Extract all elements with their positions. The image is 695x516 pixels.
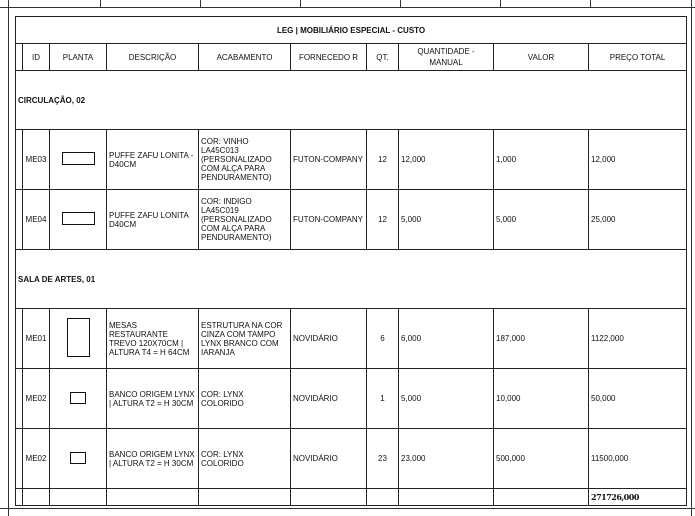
cell-quantidade[interactable]: 6,000 [399, 309, 494, 369]
grid-line [300, 0, 301, 8]
row-spacer [16, 429, 23, 489]
total-empty-cell[interactable] [399, 489, 494, 506]
total-empty-cell[interactable] [494, 489, 589, 506]
cell-preco[interactable]: 11500,000 [589, 429, 687, 489]
cell-acabamento[interactable]: COR: INDIGO LA45C019 (PERSONALIZADO COM ALÇA PARA PENDURAMENTO) [199, 190, 291, 250]
grid-line [8, 0, 9, 516]
cell-id[interactable]: ME01 [23, 309, 50, 369]
cell-planta[interactable] [50, 190, 107, 250]
cell-planta[interactable] [50, 369, 107, 429]
row-spacer [16, 130, 23, 190]
cell-preco[interactable]: 50,000 [589, 369, 687, 429]
table-row [16, 130, 687, 190]
cell-descricao[interactable]: MESAS RESTAURANTE TREVO 120X70CM | ALTURA T4 = H 64CM [107, 309, 199, 369]
header-fornecedor[interactable]: FORNECEDO R [291, 44, 367, 71]
header-preco[interactable]: PREÇO TOTAL [589, 44, 687, 71]
section-row [16, 71, 687, 130]
total-spacer [16, 489, 23, 506]
section-title[interactable]: SALA DE ARTES, 01 [16, 250, 687, 309]
grid-line [400, 0, 401, 8]
total-empty-cell[interactable] [107, 489, 199, 506]
cell-valor[interactable]: 500,000 [494, 429, 589, 489]
table-row [16, 429, 687, 489]
plan-symbol-icon [70, 452, 86, 464]
cell-id[interactable]: ME04 [23, 190, 50, 250]
cell-planta[interactable] [50, 429, 107, 489]
cell-valor[interactable]: 10,000 [494, 369, 589, 429]
section-row [16, 250, 687, 309]
header-row [16, 44, 687, 71]
header-quantidade[interactable]: QUANTIDADE - MANUAL [399, 44, 494, 71]
cell-preco[interactable]: 1122,000 [589, 309, 687, 369]
cell-qt[interactable]: 23 [367, 429, 399, 489]
cell-valor[interactable]: 5,000 [494, 190, 589, 250]
header-id[interactable]: ID [23, 44, 50, 71]
cell-acabamento[interactable]: COR: LYNX COLORIDO [199, 369, 291, 429]
row-spacer [16, 190, 23, 250]
cell-quantidade[interactable]: 12,000 [399, 130, 494, 190]
grid-line [0, 508, 695, 509]
row-spacer [16, 309, 23, 369]
total-empty-cell[interactable] [199, 489, 291, 506]
cell-fornecedor[interactable]: NOVIDÁRIO [291, 369, 367, 429]
table-title[interactable]: LEG | MOBILIÁRIO ESPECIAL - CUSTO [16, 17, 687, 44]
cell-descricao[interactable]: BANCO ORIGEM LYNX | ALTURA T2 = H 30CM [107, 429, 199, 489]
total-empty-cell[interactable] [50, 489, 107, 506]
cell-acabamento[interactable]: COR: VINHO LA45C013 (PERSONALIZADO COM ALÇA PARA PENDURAMENTO) [199, 130, 291, 190]
cell-descricao[interactable]: BANCO ORIGEM LYNX | ALTURA T2 = H 30CM [107, 369, 199, 429]
cell-quantidade[interactable]: 5,000 [399, 369, 494, 429]
grid-line [500, 0, 501, 8]
cell-planta[interactable] [50, 130, 107, 190]
cell-qt[interactable]: 6 [367, 309, 399, 369]
cell-fornecedor[interactable]: NOVIDÁRIO [291, 429, 367, 489]
grand-total[interactable]: 271726,000 [589, 489, 687, 506]
plan-symbol-icon [62, 152, 95, 165]
plan-symbol-icon [67, 318, 90, 357]
section-title[interactable]: CIRCULAÇÃO, 02 [16, 71, 687, 130]
table-row [16, 309, 687, 369]
total-empty-cell[interactable] [23, 489, 50, 506]
cell-quantidade[interactable]: 23,000 [399, 429, 494, 489]
cell-qt[interactable]: 1 [367, 369, 399, 429]
header-planta[interactable]: PLANTA [50, 44, 107, 71]
grid-line [691, 0, 692, 516]
grid-line [590, 0, 591, 8]
cell-preco[interactable]: 12,000 [589, 130, 687, 190]
cell-fornecedor[interactable]: FUTON-COMPANY [291, 190, 367, 250]
cell-quantidade[interactable]: 5,000 [399, 190, 494, 250]
header-valor[interactable]: VALOR [494, 44, 589, 71]
cell-fornecedor[interactable]: FUTON-COMPANY [291, 130, 367, 190]
cell-acabamento[interactable]: ESTRUTURA NA COR CINZA COM TAMPO LYNX BRANCO COM IARANJA [199, 309, 291, 369]
header-acabamento[interactable]: ACABAMENTO [199, 44, 291, 71]
cell-preco[interactable]: 25,000 [589, 190, 687, 250]
table-row [16, 369, 687, 429]
grid-line [100, 0, 101, 8]
total-empty-cell[interactable] [291, 489, 367, 506]
cell-descricao[interactable]: PUFFE ZAFU LONITA - D40CM [107, 130, 199, 190]
cell-fornecedor[interactable]: NOVIDÁRIO [291, 309, 367, 369]
table-row [16, 190, 687, 250]
header-qt[interactable]: QT. [367, 44, 399, 71]
cell-qt[interactable]: 12 [367, 190, 399, 250]
cell-id[interactable]: ME03 [23, 130, 50, 190]
plan-symbol-icon [62, 212, 95, 225]
total-row [16, 489, 687, 506]
cell-valor[interactable]: 1,000 [494, 130, 589, 190]
cell-planta[interactable] [50, 309, 107, 369]
cell-id[interactable]: ME02 [23, 369, 50, 429]
cell-acabamento[interactable]: COR: LYNX COLORIDO [199, 429, 291, 489]
header-spacer [16, 44, 23, 71]
cell-id[interactable]: ME02 [23, 429, 50, 489]
cell-descricao[interactable]: PUFFE ZAFU LONITA D40CM [107, 190, 199, 250]
plan-symbol-icon [70, 392, 86, 404]
header-descricao[interactable]: DESCRIÇÃO [107, 44, 199, 71]
grid-line [200, 0, 201, 8]
cell-valor[interactable]: 187,000 [494, 309, 589, 369]
total-empty-cell[interactable] [367, 489, 399, 506]
row-spacer [16, 369, 23, 429]
cost-table [15, 16, 687, 506]
cell-qt[interactable]: 12 [367, 130, 399, 190]
